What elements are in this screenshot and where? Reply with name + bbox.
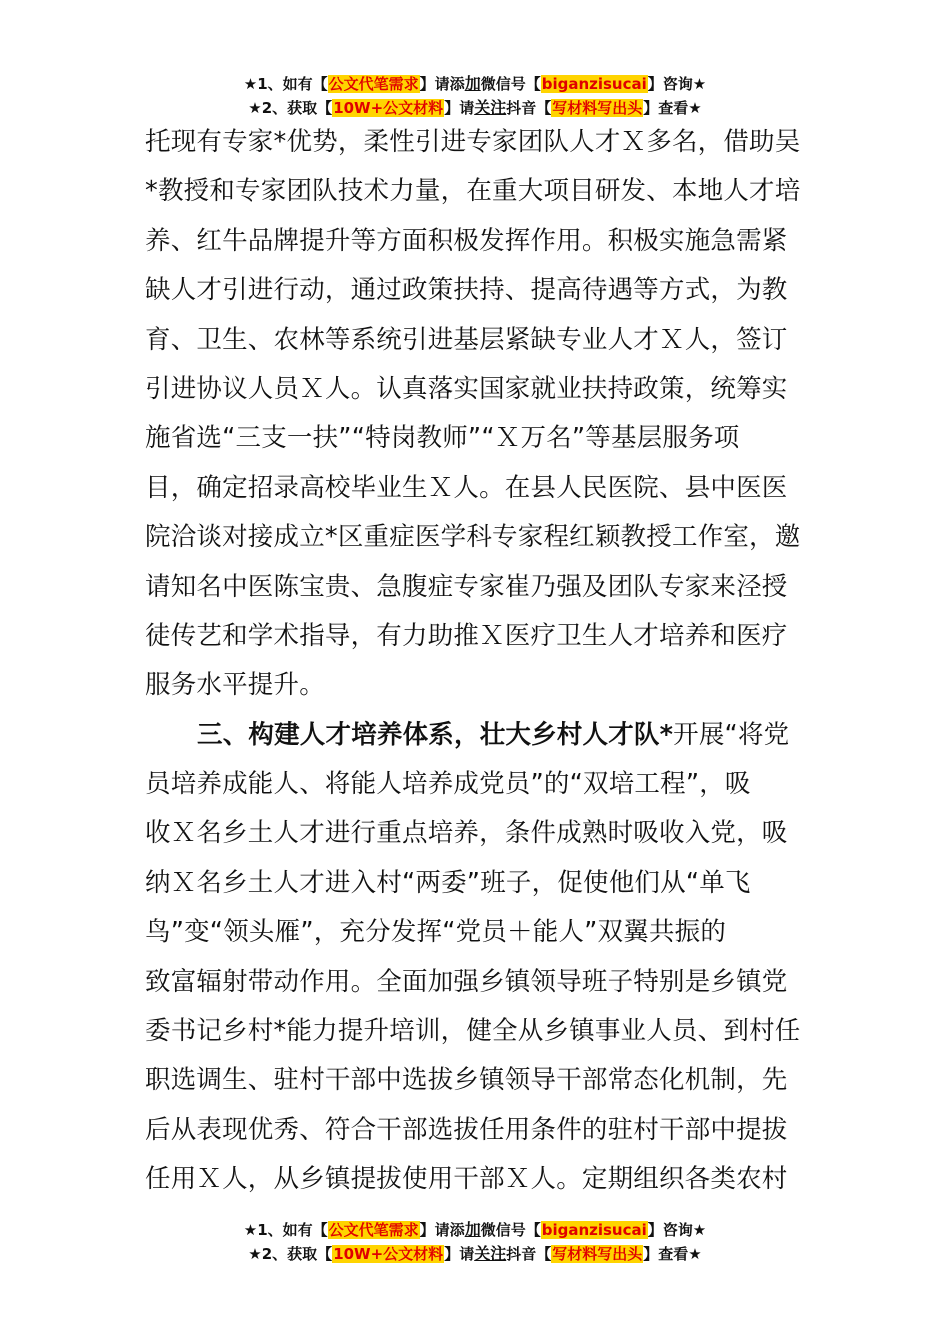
banner-highlight: biganzisucai [541, 75, 647, 93]
banner-text: 微信号【 [480, 1221, 541, 1239]
body-line: 引进协议人员Ｘ人。认真落实国家就业扶持政策，统筹实 [145, 373, 788, 404]
section-heading-line [145, 711, 810, 760]
banner-highlight: 10W+公文材料 [333, 1245, 444, 1263]
body-line: 致富辐射带动作用。全面加强乡镇领导班子特别是乡镇党 [145, 966, 788, 997]
banner-line-2 [0, 96, 950, 120]
banner-text: 】查看★ [643, 99, 702, 117]
body-line: 纳Ｘ名乡土人才进入村“两委”班子，促使他们从“单飞 [145, 867, 751, 898]
body-line: 后从表现优秀、符合干部选拔任用条件的驻村干部中提拔 [145, 1114, 788, 1145]
banner-text: 】查看★ [643, 1245, 702, 1263]
banner-underline-text: 加 [464, 74, 481, 93]
body-line: 鸟”变“领头雁”，充分发挥“党员＋能人”双翼共振的 [145, 917, 727, 948]
banner-highlight: 写材料写出头 [552, 1245, 643, 1263]
banner-text: 抖音【 [506, 1245, 552, 1263]
body-line: 任用Ｘ人，从乡镇提拔使用干部Ｘ人。定期组织各类农村 [145, 1164, 788, 1195]
body-line: *教授和专家团队技术力量，在重大项目研发、本地人才培 [145, 176, 801, 207]
banner-highlight: 公文代笔需求 [328, 75, 419, 93]
body-line: 员培养成能人、将能人培养成党员”的“双培工程”，吸 [145, 769, 751, 800]
body-line: 徒传艺和学术指导，有力助推Ｘ医疗卫生人才培养和医疗 [145, 620, 788, 651]
body-line: 职选调生、驻村干部中选拔乡镇领导干部常态化机制，先 [145, 1065, 788, 1096]
body-line: 请知名中医陈宝贵、急腹症专家崔乃强及团队专家来泾授 [145, 571, 788, 602]
banner-text: 抖音【 [506, 99, 552, 117]
banner-text: ★1、如有【 [243, 1221, 328, 1239]
section-text: 开展“将党 [673, 719, 790, 750]
document-body [145, 118, 810, 1205]
banner-text: 】咨询★ [647, 75, 707, 93]
body-line: 缺人才引进行动，通过政策扶持、提高待遇等方式，为教 [145, 275, 788, 306]
banner-highlight: biganzisucai [541, 1221, 647, 1239]
body-line: 施省选“三支一扶”“特岗教师”“Ｘ万名”等基层服务项 [145, 423, 740, 454]
banner-highlight: 10W+公文材料 [333, 99, 444, 117]
body-line: 目，确定招录高校毕业生Ｘ人。在县人民医院、县中医医 [145, 472, 788, 503]
banner-text: 】请 [444, 99, 475, 117]
body-line: 养、红牛品牌提升等方面积极发挥作用。积极实施急需紧 [145, 225, 788, 256]
banner-text: ★2、获取【 [248, 99, 333, 117]
banner-underline-text: 关注 [474, 98, 507, 117]
banner-underline-text: 关注 [474, 1244, 507, 1263]
body-line: 收Ｘ名乡土人才进行重点培养，条件成熟时吸收入党，吸 [145, 818, 788, 849]
body-line: 院洽谈对接成立*区重症医学科专家程红颖教授工作室，邀 [145, 522, 801, 553]
banner-highlight: 公文代笔需求 [328, 1221, 419, 1239]
banner-text: 】请添 [419, 1221, 465, 1239]
body-line: 服务水平提升。 [145, 670, 325, 701]
banner-text: ★1、如有【 [243, 75, 328, 93]
banner-line-1 [0, 1218, 950, 1242]
body-line: 育、卫生、农林等系统引进基层紧缺专业人才Ｘ人，签订 [145, 324, 788, 355]
banner-line-1 [0, 72, 950, 96]
banner-text: 微信号【 [480, 75, 541, 93]
banner-underline-text: 加 [464, 1220, 481, 1239]
header-banner [0, 72, 950, 120]
banner-text: 】请添 [419, 75, 465, 93]
body-line: 托现有专家*优势，柔性引进专家团队人才Ｘ多名，借助吴 [145, 127, 801, 157]
banner-line-2 [0, 1242, 950, 1266]
section-heading: 三、构建人才培养体系，壮大乡村人才队* [197, 719, 674, 750]
banner-text: ★2、获取【 [248, 1245, 333, 1263]
banner-text: 】咨询★ [647, 1221, 707, 1239]
body-line: 委书记乡村*能力提升培训，健全从乡镇事业人员、到村任 [145, 1016, 801, 1047]
footer-banner [0, 1218, 950, 1266]
banner-text: 】请 [444, 1245, 475, 1263]
banner-highlight: 写材料写出头 [552, 99, 643, 117]
